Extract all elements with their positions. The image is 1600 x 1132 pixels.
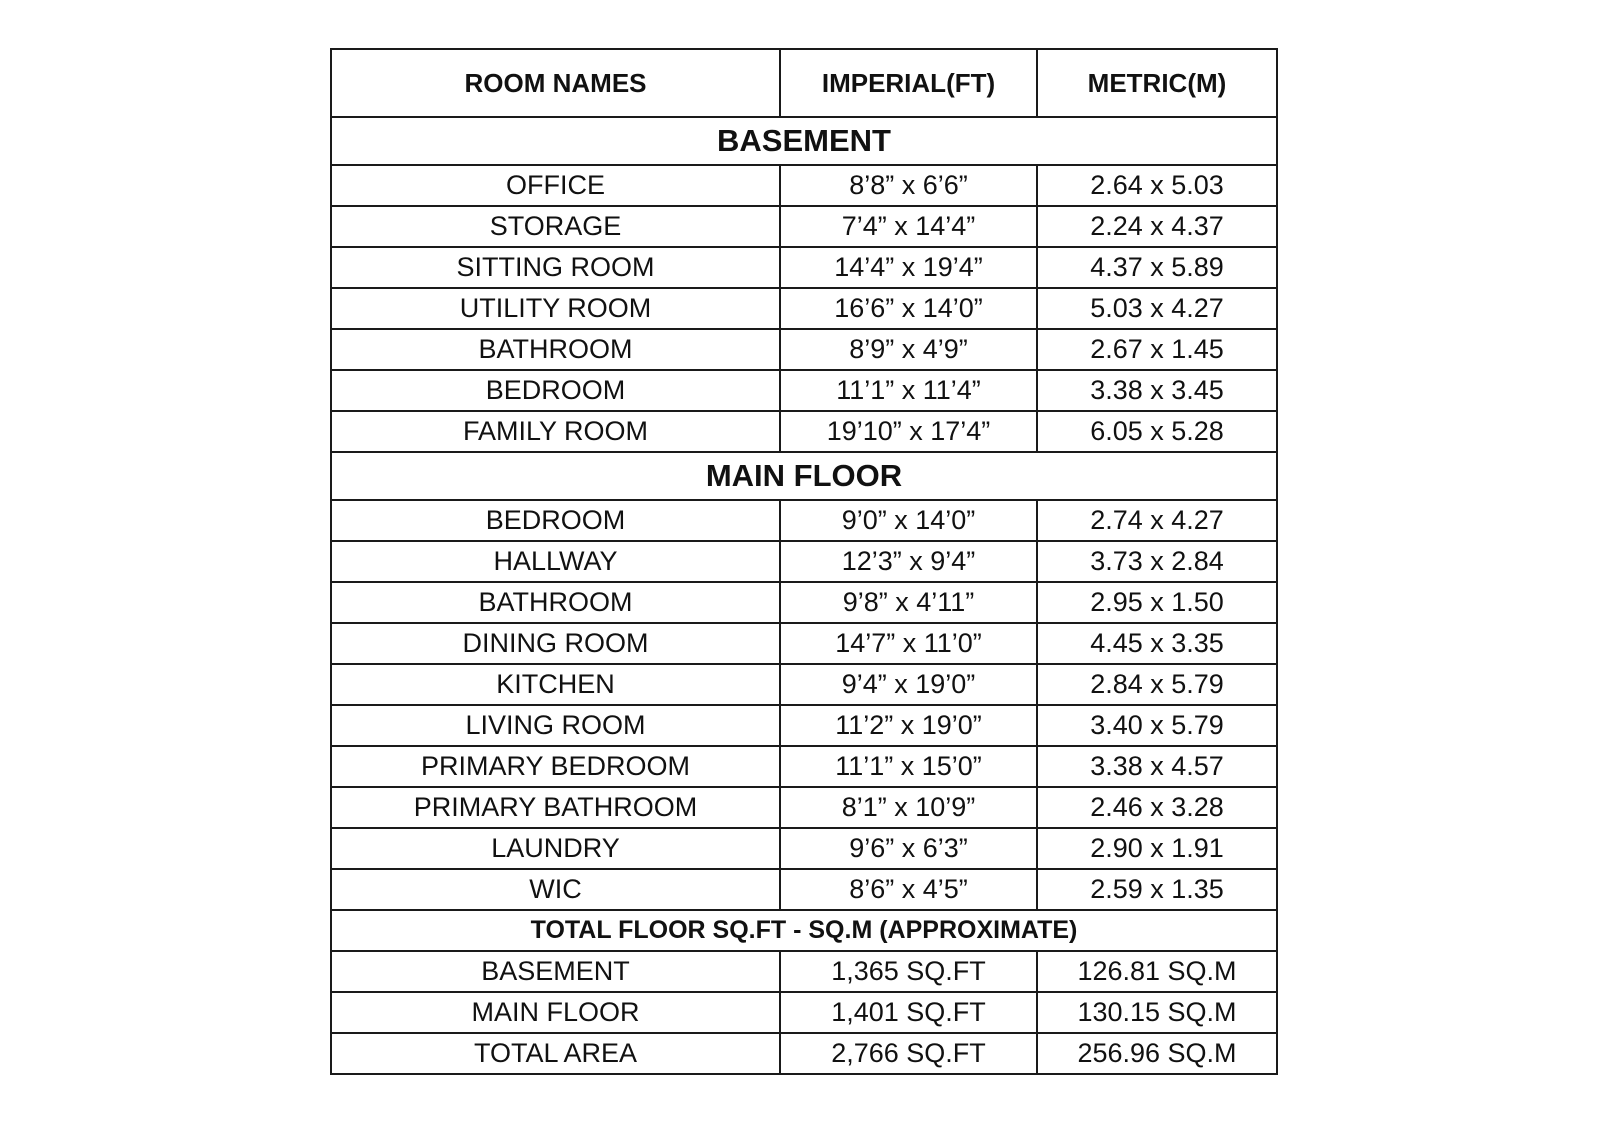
metric-cell: 2.74 x 4.27 <box>1037 500 1277 541</box>
table-row <box>331 165 1277 206</box>
header-imperial: IMPERIAL(FT) <box>780 49 1037 117</box>
metric-cell: 5.03 x 4.27 <box>1037 288 1277 329</box>
header-room-names: ROOM NAMES <box>331 49 780 117</box>
imperial-cell: 16’6” x 14’0” <box>780 288 1037 329</box>
table-row <box>331 869 1277 910</box>
room-name-cell: BATHROOM <box>331 329 780 370</box>
room-name-cell: BASEMENT <box>331 951 780 992</box>
room-name-cell: UTILITY ROOM <box>331 288 780 329</box>
table-row <box>331 705 1277 746</box>
metric-cell: 3.38 x 4.57 <box>1037 746 1277 787</box>
imperial-cell: 12’3” x 9’4” <box>780 541 1037 582</box>
metric-cell: 2.95 x 1.50 <box>1037 582 1277 623</box>
room-name-cell: BATHROOM <box>331 582 780 623</box>
basement-section <box>331 117 1277 452</box>
imperial-cell: 9’6” x 6’3” <box>780 828 1037 869</box>
room-name-cell: MAIN FLOOR <box>331 992 780 1033</box>
imperial-cell: 8’8” x 6’6” <box>780 165 1037 206</box>
room-name-cell: KITCHEN <box>331 664 780 705</box>
room-name-cell: PRIMARY BEDROOM <box>331 746 780 787</box>
room-name-cell: HALLWAY <box>331 541 780 582</box>
imperial-cell: 14’7” x 11’0” <box>780 623 1037 664</box>
totals-heading: TOTAL FLOOR SQ.FT - SQ.M (APPROXIMATE) <box>331 910 1277 951</box>
imperial-cell: 14’4” x 19’4” <box>780 247 1037 288</box>
imperial-cell: 8’6” x 4’5” <box>780 869 1037 910</box>
metric-cell: 130.15 SQ.M <box>1037 992 1277 1033</box>
table-row <box>331 787 1277 828</box>
section-heading-row <box>331 117 1277 165</box>
main-floor-section <box>331 452 1277 910</box>
metric-cell: 2.90 x 1.91 <box>1037 828 1277 869</box>
table-row <box>331 500 1277 541</box>
table-row <box>331 664 1277 705</box>
metric-cell: 2.24 x 4.37 <box>1037 206 1277 247</box>
table-row <box>331 582 1277 623</box>
imperial-cell: 8’9” x 4’9” <box>780 329 1037 370</box>
basement-heading: BASEMENT <box>331 117 1277 165</box>
metric-cell: 2.84 x 5.79 <box>1037 664 1277 705</box>
imperial-cell: 8’1” x 10’9” <box>780 787 1037 828</box>
table-row <box>331 247 1277 288</box>
metric-cell: 256.96 SQ.M <box>1037 1033 1277 1074</box>
main-floor-heading: MAIN FLOOR <box>331 452 1277 500</box>
table-row <box>331 370 1277 411</box>
metric-cell: 4.45 x 3.35 <box>1037 623 1277 664</box>
metric-cell: 3.38 x 3.45 <box>1037 370 1277 411</box>
imperial-cell: 2,766 SQ.FT <box>780 1033 1037 1074</box>
table-row <box>331 746 1277 787</box>
room-name-cell: FAMILY ROOM <box>331 411 780 452</box>
table-row <box>331 828 1277 869</box>
room-name-cell: OFFICE <box>331 165 780 206</box>
imperial-cell: 1,401 SQ.FT <box>780 992 1037 1033</box>
metric-cell: 2.59 x 1.35 <box>1037 869 1277 910</box>
header-metric: METRIC(M) <box>1037 49 1277 117</box>
metric-cell: 2.46 x 3.28 <box>1037 787 1277 828</box>
room-name-cell: BEDROOM <box>331 500 780 541</box>
room-name-cell: STORAGE <box>331 206 780 247</box>
room-name-cell: DINING ROOM <box>331 623 780 664</box>
table-row <box>331 992 1277 1033</box>
imperial-cell: 9’0” x 14’0” <box>780 500 1037 541</box>
room-name-cell: LAUNDRY <box>331 828 780 869</box>
room-name-cell: PRIMARY BATHROOM <box>331 787 780 828</box>
imperial-cell: 19’10” x 17’4” <box>780 411 1037 452</box>
metric-cell: 2.67 x 1.45 <box>1037 329 1277 370</box>
metric-cell: 126.81 SQ.M <box>1037 951 1277 992</box>
room-name-cell: TOTAL AREA <box>331 1033 780 1074</box>
imperial-cell: 11’1” x 11’4” <box>780 370 1037 411</box>
imperial-cell: 7’4” x 14’4” <box>780 206 1037 247</box>
room-name-cell: LIVING ROOM <box>331 705 780 746</box>
metric-cell: 4.37 x 5.89 <box>1037 247 1277 288</box>
imperial-cell: 1,365 SQ.FT <box>780 951 1037 992</box>
metric-cell: 3.40 x 5.79 <box>1037 705 1277 746</box>
table-row <box>331 329 1277 370</box>
room-dimensions-table <box>330 48 1278 1075</box>
table-row <box>331 1033 1277 1074</box>
imperial-cell: 9’4” x 19’0” <box>780 664 1037 705</box>
metric-cell: 6.05 x 5.28 <box>1037 411 1277 452</box>
imperial-cell: 9’8” x 4’11” <box>780 582 1037 623</box>
metric-cell: 3.73 x 2.84 <box>1037 541 1277 582</box>
totals-section <box>331 910 1277 1074</box>
room-name-cell: WIC <box>331 869 780 910</box>
room-name-cell: SITTING ROOM <box>331 247 780 288</box>
metric-cell: 2.64 x 5.03 <box>1037 165 1277 206</box>
table-row <box>331 541 1277 582</box>
room-name-cell: BEDROOM <box>331 370 780 411</box>
section-heading-row <box>331 910 1277 951</box>
table-row <box>331 623 1277 664</box>
table-row <box>331 411 1277 452</box>
section-heading-row <box>331 452 1277 500</box>
imperial-cell: 11’2” x 19’0” <box>780 705 1037 746</box>
imperial-cell: 11’1” x 15’0” <box>780 746 1037 787</box>
table-row <box>331 288 1277 329</box>
header-row <box>331 49 1277 117</box>
table-row <box>331 206 1277 247</box>
table-row <box>331 951 1277 992</box>
